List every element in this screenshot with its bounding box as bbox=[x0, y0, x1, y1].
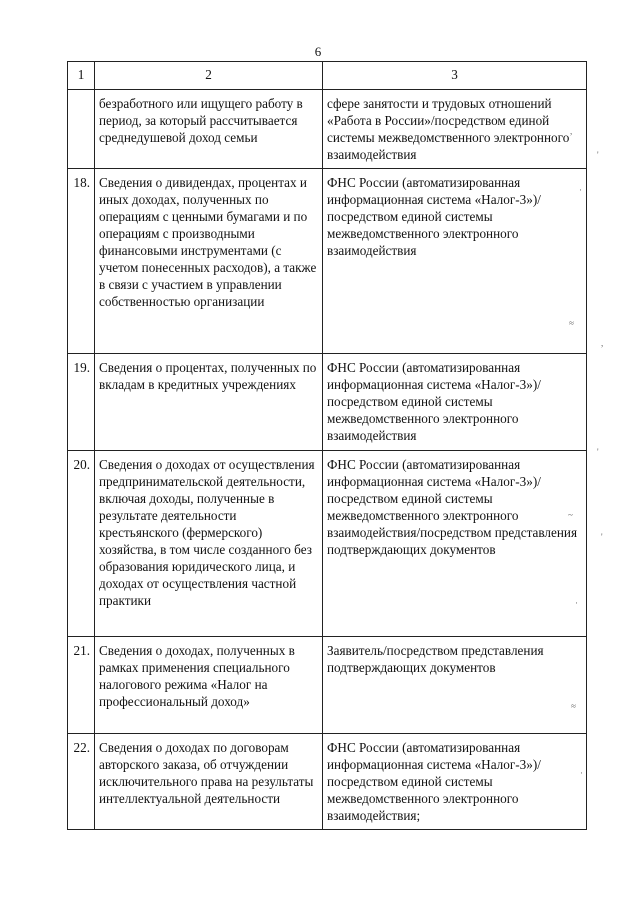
header-cell-3: 3 bbox=[323, 62, 587, 90]
source-cell: ФНС России (автоматизированная информационная система «Налог-3»)/посредством единой системы межведомственного электронного взаимодействия bbox=[323, 169, 587, 354]
page-number: 6 bbox=[314, 44, 322, 59]
scan-speck: , bbox=[570, 126, 573, 136]
table-header-row bbox=[68, 62, 587, 90]
source-cell: сфере занятости и трудовых отношений «Работа в России»/посредством единой системы межведомственного электронного взаимодействия bbox=[323, 90, 587, 169]
table-row bbox=[68, 637, 587, 734]
info-cell: Сведения о доходах по договорам авторского заказа, об отчуждении исключительного права на результаты интеллектуальной деятельности bbox=[95, 734, 323, 830]
source-cell: Заявитель/посредством представления подтверждающих документов bbox=[323, 637, 587, 734]
scan-speck: · bbox=[575, 598, 578, 608]
scan-speck: ' bbox=[601, 532, 603, 542]
requirements-table bbox=[67, 61, 587, 830]
header-cell-2: 2 bbox=[95, 62, 323, 90]
table-row bbox=[68, 90, 587, 169]
row-number: 19. bbox=[68, 354, 95, 451]
info-cell: Сведения о доходах от осуществления предпринимательской деятельности, включая доходы, полученные в результате деятельности крестьянского (фермерского) хозяйства, в том числе созданного без образования юридического лица, и доходах от осуществления частной практики bbox=[95, 451, 323, 637]
row-number: 21. bbox=[68, 637, 95, 734]
table-row bbox=[68, 734, 587, 830]
scan-speck: ≈ bbox=[569, 318, 574, 328]
row-number: 20. bbox=[68, 451, 95, 637]
scan-speck: , bbox=[601, 338, 604, 348]
info-cell: Сведения о дивидендах, процентах и иных доходах, полученных по операциям с ценными бумагами и по операциям с производными финансовыми инструментами (с учетом понесенных расходов), а также в связи с участием в управлении собственностью организации bbox=[95, 169, 323, 354]
table-row bbox=[68, 354, 587, 451]
row-number bbox=[68, 90, 95, 169]
info-cell: безработного или ищущего работу в период, за который рассчитывается среднедушевой доход семьи bbox=[95, 90, 323, 169]
source-cell: ФНС России (автоматизированная информационная система «Налог-3»)/посредством единой системы межведомственного электронного взаимодействия bbox=[323, 354, 587, 451]
info-cell: Сведения о доходах, полученных в рамках применения специального налогового режима «Налог на профессиональный доход» bbox=[95, 637, 323, 734]
source-cell: ФНС России (автоматизированная информационная система «Налог-3»)/посредством единой системы межведомственного электронного взаимодействия/посредством представления подтверждающих документов bbox=[323, 451, 587, 637]
scan-speck: ≈ bbox=[571, 701, 576, 711]
scan-speck: · bbox=[579, 185, 582, 195]
info-cell: Сведения о процентах, полученных по вкладам в кредитных учреждениях bbox=[95, 354, 323, 451]
row-number: 18. bbox=[68, 169, 95, 354]
source-cell: ФНС России (автоматизированная информационная система «Налог-3»)/посредством единой системы межведомственного электронного взаимодействия; bbox=[323, 734, 587, 830]
scan-speck: ' bbox=[597, 150, 599, 160]
scan-speck: ' bbox=[597, 447, 599, 457]
header-cell-1: 1 bbox=[68, 62, 95, 90]
scan-speck: · bbox=[580, 768, 583, 778]
scan-speck: ~ bbox=[568, 510, 573, 520]
table-row bbox=[68, 451, 587, 637]
table-row bbox=[68, 169, 587, 354]
row-number: 22. bbox=[68, 734, 95, 830]
